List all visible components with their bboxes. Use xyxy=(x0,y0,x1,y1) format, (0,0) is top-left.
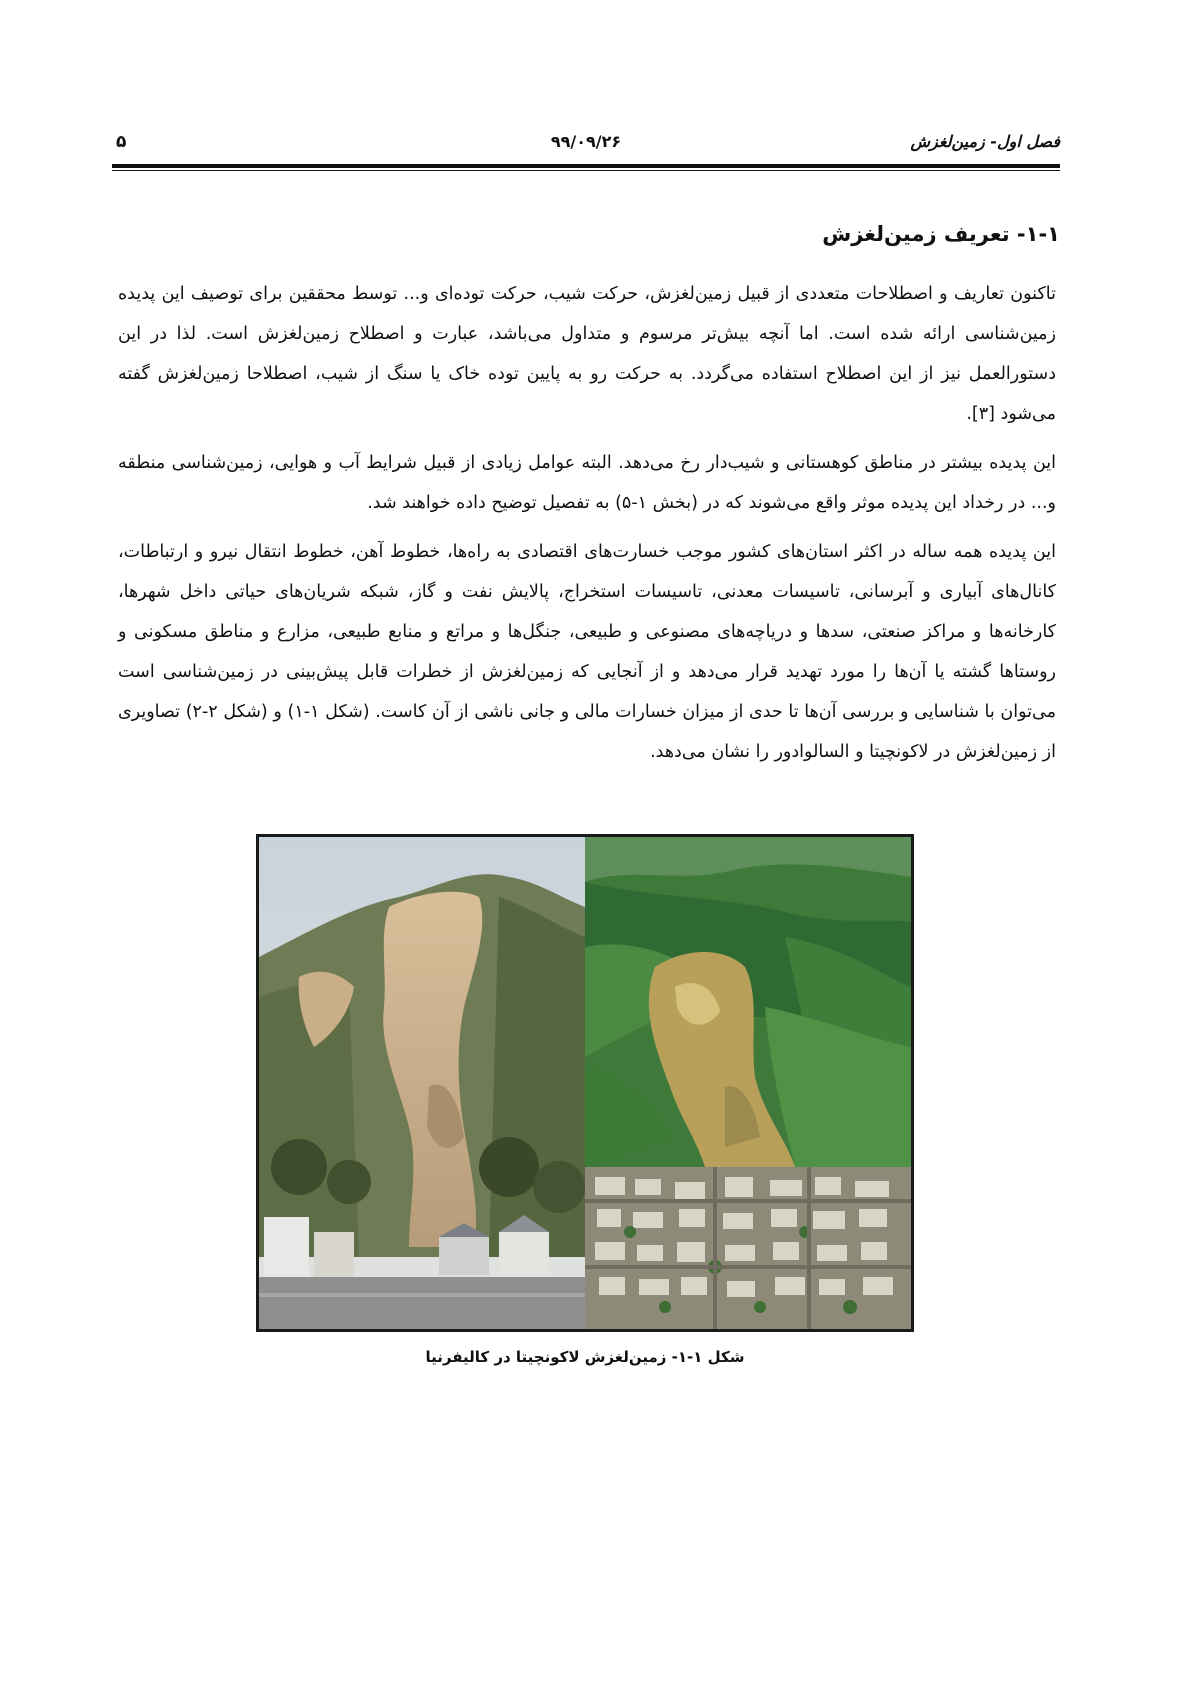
paragraph-damages: این پدیده همه ساله در اکثر استان‌های کشور موجب خسارت‌های اقتصادی به راه‌ها، خطوط آهن، خطوط انتقال نیرو و ارتباطات، کانال‌های آبیاری و آبرسانی، تاسیسات معدنی، تاسیسات استخراج، پالایش نفت و گاز، شبکه شریان‌های حیاتی داخل شهرها، کارخانه‌ها و مراکز صنعتی، سدها و دریاچه‌های مصنوعی و طبیعی، جنگل‌ها و مراتع و منابع طبیعی، مزارع و مناطق مسکونی و روستاها گشته یا آن‌ها را مورد تهدید قرار می‌دهد و از آنجایی که زمین‌لغزش از خطرات قابل پیش‌بینی در زمین‌شناسی است می‌توان با شناسایی و بررسی آن‌ها تا حدی از میزان خسارات مالی و جانی ناشی از آن کاست. (شکل ۱-۱) و (شکل ۲-۲) تصاویری از زمین‌لغزش در لاکونچیتا و السالوادور را نشان می‌دهد. xyxy=(118,542,1057,762)
paragraph-causes: این پدیده بیشتر در مناطق کوهستانی و شیب‌دار رخ می‌دهد. البته عوامل زیادی از قبیل شرایط آب و هوایی، زمین‌شناسی منطقه و... در رخداد این پدیده موثر واقع می‌شوند که در (بخش ۱-۵) به تفصیل توضیح داده خواهند شد. xyxy=(118,453,1056,513)
section-heading: ۱-۱- تعریف زمین‌لغزش xyxy=(822,222,1060,246)
el-salvador-landslide-aerial-photo xyxy=(585,837,911,1329)
header-rule-thick xyxy=(112,164,1060,168)
chapter-title: فصل اول- زمین‌لغزش xyxy=(910,132,1060,151)
figure-landslide-photos xyxy=(256,834,914,1332)
paragraph-definition: تاکنون تعاریف و اصطلاحات متعددی از قبیل زمین‌لغزش، حرکت شیب، حرکت توده‌ای و... توسط محققین برای توصیف این پدیده زمین‌شناسی ارائه شده است. اما آنچه بیش‌تر مرسوم و متداول می‌باشد، عبارت و اصطلاح زمین‌لغزش است. لذا در این دستورالعمل نیز از این اصطلاح استفاده می‌گردد. به حرکت رو به پایین توده خاک یا سنگ از شیب، اصطلاحا زمین‌لغزش گفته می‌شود [۳]. xyxy=(118,284,1056,424)
header-rule-thin xyxy=(112,170,1060,171)
figure-caption: شکل ۱-۱- زمین‌لغزش لاکونچیتا در کالیفرنیا xyxy=(425,1348,745,1366)
la-conchita-landslide-photo xyxy=(259,837,585,1329)
page-header xyxy=(112,124,1060,160)
header-date: ۹۹/۰۹/۲۶ xyxy=(550,132,622,151)
body-text xyxy=(118,274,1056,781)
page-number: ۵ xyxy=(116,132,127,152)
